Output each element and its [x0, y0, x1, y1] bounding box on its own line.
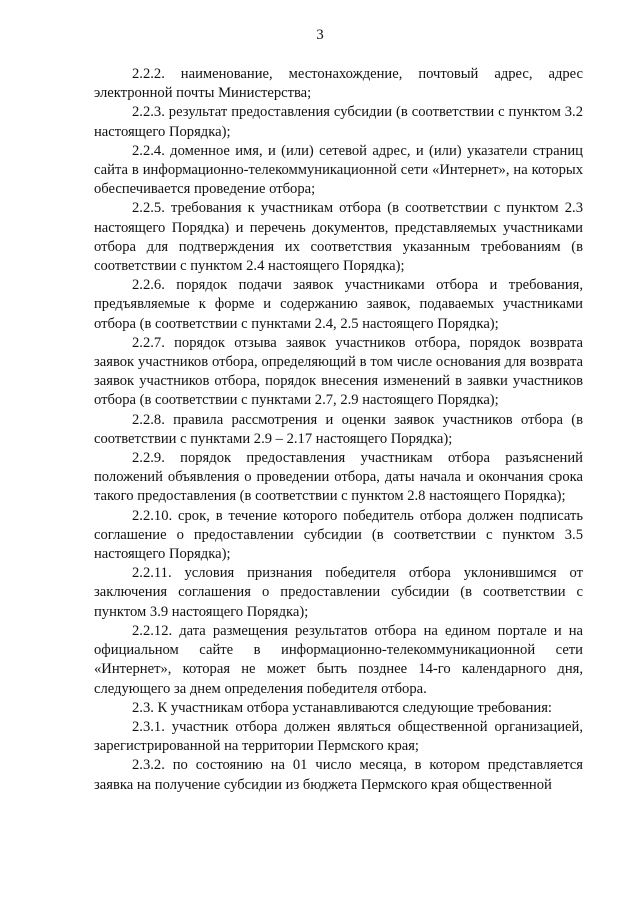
paragraph-2-3-1: 2.3.1. участник отбора должен являться общественной организацией, зарегистрированной на территории Пермского края; [94, 718, 583, 755]
paragraph-2-2-6: 2.2.6. порядок подачи заявок участниками отбора и требования, предъявляемые к форме и содержанию заявок, подаваемых участниками отбора (в соответствии с пунктами 2.4, 2.5 настоящего Порядка); [94, 277, 583, 332]
paragraph-2-3: 2.3. К участникам отбора устанавливаются следующие требования: [132, 699, 552, 716]
paragraph-2-2-5: 2.2.5. требования к участникам отбора (в соответствии с пунктом 2.3 настоящего Порядка) и перечень документов, представляемых участниками отбора для подтверждения их соответствия указанным требованиям (в соответствии с пунктом 2.4 настоящего Порядка); [94, 200, 583, 275]
paragraph-2-2-3: 2.2.3. результат предоставления субсидии (в соответствии с пунктом 3.2 настоящего Порядка); [94, 104, 583, 140]
paragraph-2-2-2: 2.2.2. наименование, местонахождение, почтовый адрес, адрес электронной почты Министерства; [94, 66, 583, 102]
document-body [94, 65, 583, 795]
page-number: 3 [316, 27, 324, 43]
paragraph-2-2-8: 2.2.8. правила рассмотрения и оценки заявок участников отбора (в соответствии с пунктами 2.9 – 2.17 настоящего Порядка); [94, 411, 583, 447]
paragraph-2-2-7: 2.2.7. порядок отзыва заявок участников отбора, порядок возврата заявок участников отбора, определяющий в том числе основания для возврата заявок участников отбора, порядок внесения изменений в заявки участников отбора (в соответствии с пунктами 2.7, 2.9 настоящего Порядка); [94, 334, 583, 409]
paragraph-2-2-9: 2.2.9. порядок предоставления участникам отбора разъяснений положений объявления о проведении отбора, даты начала и окончания срока такого предоставления (в соответствии с пунктом 2.8 настоящего Порядка); [94, 450, 583, 505]
paragraph-2-2-10: 2.2.10. срок, в течение которого победитель отбора должен подписать соглашение о предоставлении субсидии (в соответствии с пунктом 3.5 настоящего Порядка); [94, 507, 583, 563]
paragraph-2-2-4: 2.2.4. доменное имя, и (или) сетевой адрес, и (или) указатели страниц сайта в информационно-телекоммуникационной сети «Интернет», на которых обеспечивается проведение отбора; [94, 142, 583, 198]
paragraph-2-2-11: 2.2.11. условия признания победителя отбора уклонившимся от заключения соглашения о предоставлении субсидии (в соответствии с пунктом 3.9 настоящего Порядка); [94, 565, 583, 620]
paragraph-2-3-2: 2.3.2. по состоянию на 01 число месяца, в котором представляется заявка на получение субсидии из бюджета Пермского края общественной [94, 757, 583, 793]
paragraph-2-2-12: 2.2.12. дата размещения результатов отбора на едином портале и на официальном сайте в информационно-телекоммуникационной сети «Интернет», которая не может быть позднее 14-го календарного дня, следующего за днем определения победителя отбора. [94, 622, 583, 697]
